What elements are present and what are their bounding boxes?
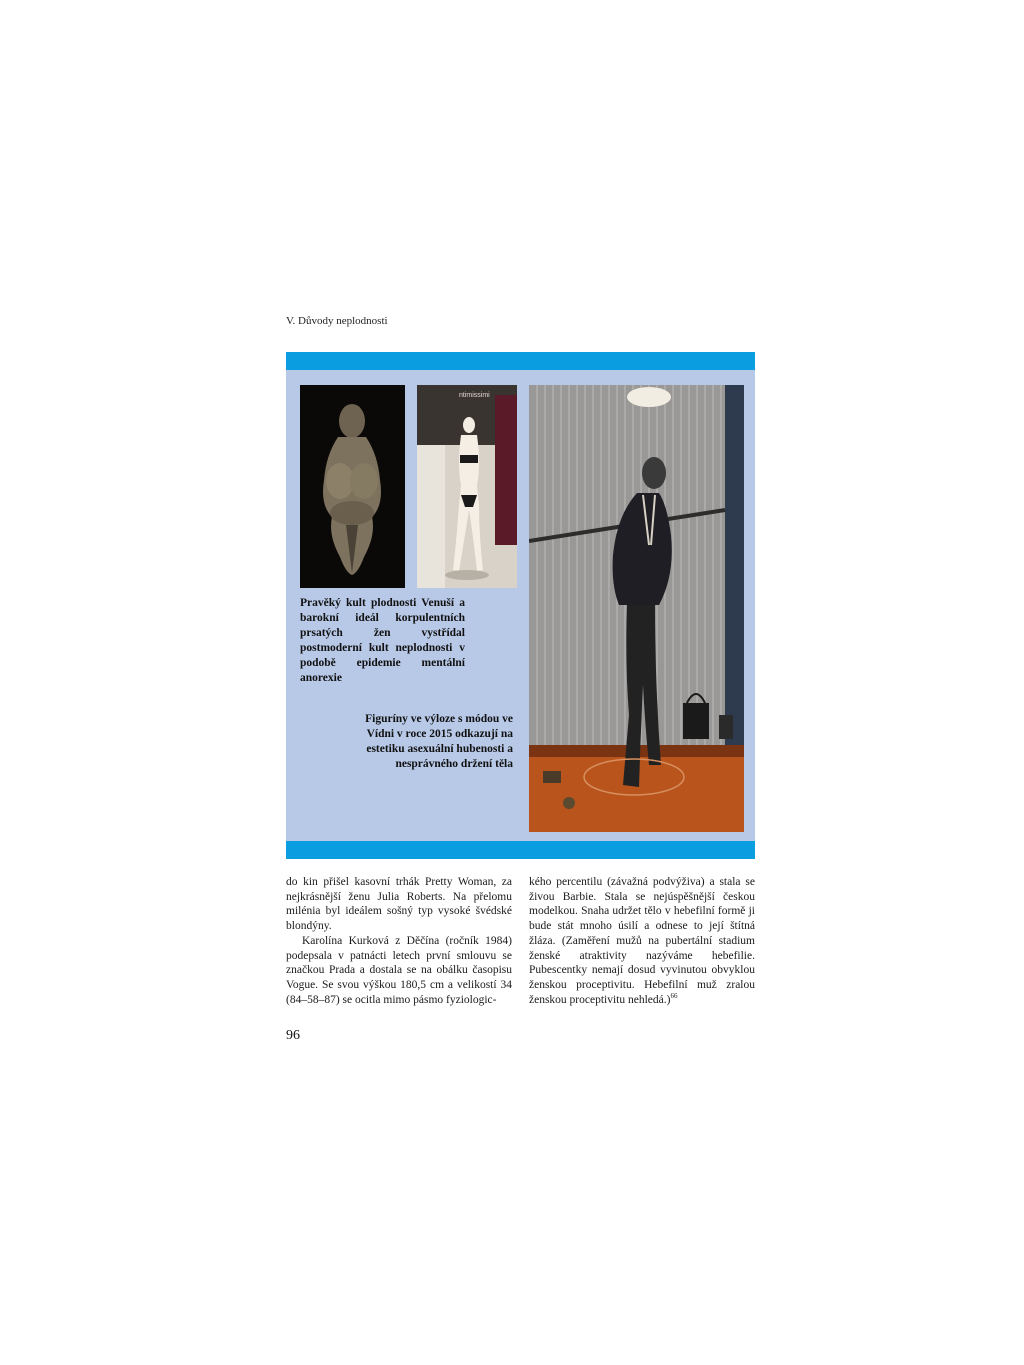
paragraph: do kin přišel kasovní trhák Pretty Woman, za nejkrásnější ženu Julia Roberts. Na přelomu milénia byl ideálem sošný typ vysoké švédské blondýny. bbox=[286, 876, 512, 933]
shop-sign-text: ntimissimi bbox=[459, 392, 490, 399]
figure-panel bbox=[286, 352, 755, 859]
text-column-left bbox=[286, 875, 512, 1007]
venus-statuette-photo bbox=[300, 385, 405, 588]
body-text bbox=[286, 875, 755, 1015]
shop-window-mannequin-image bbox=[529, 385, 744, 832]
venus-statuette-image bbox=[300, 385, 405, 588]
footnote-reference: 66 bbox=[670, 991, 678, 1000]
text-column-right bbox=[529, 875, 755, 1007]
page-number: 96 bbox=[286, 1028, 300, 1043]
paragraph-with-footnote bbox=[529, 875, 755, 1007]
figure-caption-mannequins: Figuríny ve výloze s módou ve Vídni v roce 2015 odkazují na estetiku asexuální hubenosti a nesprávného držení těla bbox=[365, 713, 513, 770]
running-head: V. Důvody neplodnosti bbox=[286, 315, 388, 327]
figure-caption-venus: Pravěký kult plodnosti Venuší a barokní ideál korpulentních prsatých žen vystřídal postmoderní kult neplodnosti v podobě epidemie mentální anorexie bbox=[300, 597, 465, 684]
paragraph: kého percentilu (závažná podvýživa) a stala se živou Barbie. Stala se nejúspěšnější českou modelkou. Snaha udržet tělo v hebefilní formě ji bude stát mnoho úsilí a odnese to její štítná žláza. (Zaměření mužů na pubertální stadium ženské atraktivity nazýváme hebefilie. Pubescentky nemají dosud vyvinutou obvyklou ženskou proceptivitu. Hebefilní muž zralou ženskou proceptivitu nehledá.) bbox=[529, 876, 755, 1006]
lingerie-mannequin-image bbox=[417, 385, 517, 588]
lingerie-mannequin-photo bbox=[417, 385, 517, 588]
shop-window-mannequin-photo bbox=[529, 385, 744, 832]
paragraph: Karolína Kurková z Děčína (ročník 1984) podepsala v patnácti letech první smlouvu se značkou Prada a dostala se na obálku časopisu Vogue. Se svou výškou 180,5 cm a velikostí 34 (84–58–87) se ocitla mimo pásmo fyziologic- bbox=[286, 934, 512, 1006]
figure-bottom-bar bbox=[286, 841, 755, 859]
figure-top-bar bbox=[286, 352, 755, 370]
